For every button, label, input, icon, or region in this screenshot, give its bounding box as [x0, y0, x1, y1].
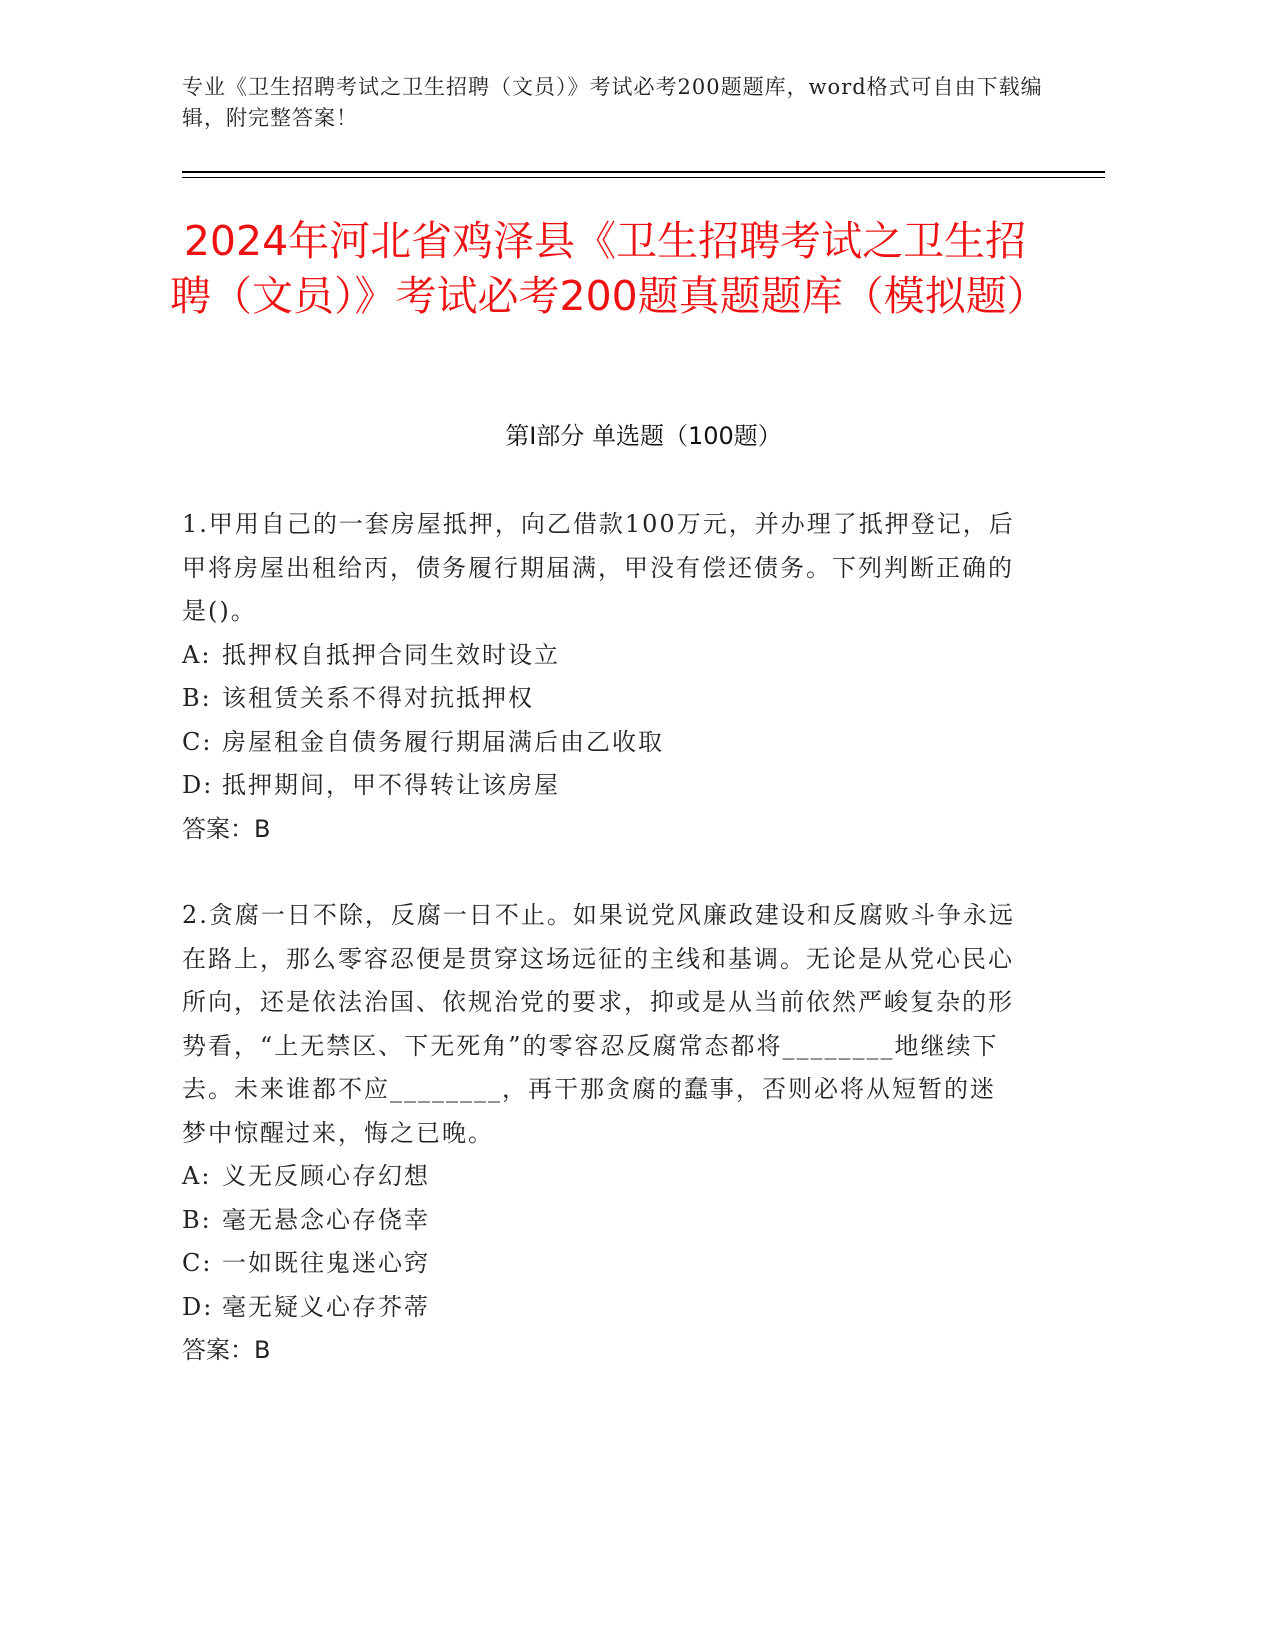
option-letter: C: — [182, 727, 213, 756]
option-a — [182, 634, 1017, 678]
header-note: 专业《卫生招聘考试之卫生招聘（文员）》考试必考200题题库，word格式可自由下载编辑，附完整答案！ — [182, 75, 1043, 130]
option-list — [182, 1155, 1017, 1329]
option-d — [182, 764, 1017, 808]
option-letter: C: — [182, 1249, 213, 1277]
question-2 — [182, 894, 1017, 1373]
option-text: 房屋租金自债务履行期届满后由乙收取 — [222, 727, 664, 756]
option-letter: D: — [182, 1292, 214, 1321]
option-text: 一如既往鬼迷心窍 — [222, 1249, 430, 1277]
option-letter: B: — [182, 684, 212, 712]
question-stem: 2.贪腐一日不除，反腐一日不止。如果说党风廉政建设和反腐败斗争永远在路上，那么零容忍便是贯穿这场远征的主线和基调。无论是从党心民心所向，还是依法治国、依规治党的要求，抑或是从当前依然严峻复杂的形势看，“上无禁区、下无死角”的零容忍反腐常态都将________地继续下去。未来谁都不应________，再干那贪腐的蠢事，否则必将从短暂的迷梦中惊醒过来，悔之已晚。 — [182, 901, 1015, 1147]
option-text: 抵押期间，甲不得转让该房屋 — [222, 771, 560, 799]
option-letter: A: — [182, 1162, 212, 1190]
section-title: 第Ⅰ部分 单选题（100题） — [505, 422, 782, 450]
option-text: 义无反顾心存幻想 — [222, 1162, 430, 1190]
option-text: 毫无疑义心存芥蒂 — [222, 1292, 430, 1321]
option-letter: D: — [182, 771, 214, 799]
option-text: 该租赁关系不得对抗抵押权 — [222, 684, 534, 712]
header-divider-thin — [182, 177, 1105, 178]
document-title: 2024年河北省鸡泽县《卫生招聘考试之卫生招聘（文员）》考试必考200题真题题库（模拟题） — [170, 217, 1048, 320]
question-stem: 1.甲用自己的一套房屋抵押，向乙借款100万元，并办理了抵押登记，后甲将房屋出租给丙，债务履行期届满，甲没有偿还债务。下列判断正确的是()。 — [182, 510, 1015, 625]
option-b — [182, 1199, 1017, 1243]
option-b — [182, 677, 1017, 721]
answer-line: 答案：B — [182, 814, 271, 843]
option-d — [182, 1286, 1017, 1330]
option-text: 抵押权自抵押合同生效时设立 — [222, 640, 560, 669]
option-a — [182, 1155, 1017, 1199]
option-letter: B: — [182, 1205, 212, 1234]
option-list — [182, 634, 1017, 808]
question-1 — [182, 503, 1017, 851]
option-c — [182, 721, 1017, 765]
answer-line: 答案：B — [182, 1336, 271, 1364]
option-text: 毫无悬念心存侥幸 — [222, 1205, 430, 1234]
option-c — [182, 1242, 1017, 1286]
header-divider-thick — [182, 171, 1105, 173]
option-letter: A: — [182, 640, 212, 669]
